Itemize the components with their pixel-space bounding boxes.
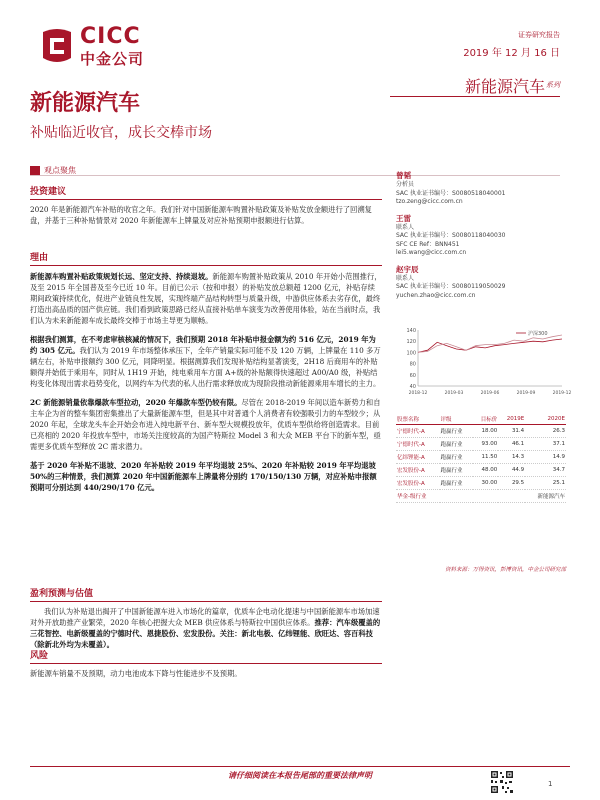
stock-name-cell[interactable]: 亿纬锂能-A	[396, 451, 440, 464]
y-tick-label: 60	[409, 372, 416, 379]
body-text: 我们认为补贴退出揭开了中国新能源车进入市场化的篇章，优质车企电动化提速与中国新能源车市场加速对外开放助推产业繁荣，2020 年核心把握大众 MEB 供应体系与特斯拉中国供应体系。	[30, 607, 380, 627]
section-rule	[30, 199, 382, 200]
column-header: 2019E	[498, 414, 525, 425]
stock-table	[396, 414, 566, 503]
analyst-panel	[396, 170, 566, 300]
y-tick-label: 140	[406, 328, 416, 334]
section-invest	[30, 184, 382, 226]
table-cell: 93.00	[473, 438, 499, 451]
index-line-chart	[396, 324, 572, 404]
legend-label: 沪深300	[528, 331, 548, 337]
analyst-line: SAC 执业证书编号：S0080119050029	[396, 283, 506, 290]
x-tick-label: 2019-06	[480, 391, 500, 396]
x-tick-label: 2019-03	[444, 391, 464, 396]
section-risk	[30, 648, 382, 679]
table-row	[396, 464, 566, 477]
analyst-line: SFC CE Ref：BNN451	[396, 240, 460, 248]
analyst-name: 王雷	[396, 213, 411, 223]
reason-paragraph-2	[30, 334, 382, 389]
logo-text-en: CICC	[80, 24, 141, 49]
table-cell	[440, 490, 473, 503]
analyst-role: 联系人	[396, 223, 415, 231]
table-cell: 25.1	[525, 477, 566, 490]
report-type: 证券研究报告	[518, 31, 560, 39]
table-cell: 新能源汽车	[525, 490, 566, 503]
table-cell: 跑赢行业	[440, 451, 473, 464]
series-title: 新能源汽车	[464, 77, 545, 96]
table-row	[396, 425, 566, 438]
logo-text-cn: 中金公司	[80, 50, 145, 68]
table-cell: 37.1	[525, 438, 566, 451]
table-cell: 48.00	[473, 464, 499, 477]
table-cell: 11.50	[473, 451, 499, 464]
page-subtitle: 补贴临近收官，成长交棒市场	[30, 125, 212, 141]
stock-name-cell[interactable]: 宏发股份-A	[396, 464, 440, 477]
series-suffix: 系列	[546, 81, 560, 89]
body-text: 我们认为 2019 年市场整体承压下，全年产销量实际可能不及 120 万辆，上牌量在 110 多万辆左右，补贴申报额约 300 亿元，同降明显。根据测算我们发现补贴结构显著演变，2H18 后商用车的补贴额得并始低于乘用车，同时从 1H19 开始，纯电乘用车方面 A+级的补贴额得快速超过 A00/A0 级，补贴结构变化体现出需求趋势变化，以网约车为代表的私人出行需求释放成为现阶段推动新能源乘用车增长的主力。	[30, 346, 381, 388]
table-row	[396, 490, 566, 503]
stock-name-cell[interactable]: 华金-级行业	[396, 490, 440, 503]
table-cell: 18.00	[473, 425, 499, 438]
bold-text: 推荐：汽车级覆盖的三花智控、电新级覆盖的宁德时代、恩捷股份、宏发股份。关注：新北电极、亿纬锂能、欣旺达、容百科技（除新北外均为未覆盖）。	[30, 618, 381, 649]
stock-name-cell[interactable]: 宁德时代-A	[396, 438, 440, 451]
stock-table-panel	[396, 414, 566, 573]
section-heading: 风险	[30, 651, 49, 661]
analyst-line: SAC 执业证书编号：S0080118040030	[396, 232, 506, 239]
x-tick-label: 2018-12	[408, 391, 428, 396]
analyst-name: 赵宇辰	[396, 264, 419, 274]
table-cell: 跑赢行业	[440, 464, 473, 477]
table-cell	[498, 490, 525, 503]
column-header: 目标价	[473, 414, 499, 425]
section-rule	[30, 265, 382, 266]
y-tick-label: 120	[406, 339, 416, 346]
column-header: 评级	[440, 414, 473, 425]
table-cell: 44.9	[498, 464, 525, 477]
tag-square-icon	[30, 166, 40, 176]
analyst-email[interactable]: tzo.zeng@cicc.com.cn	[396, 198, 463, 205]
analyst-line: SAC 执业证书编号：S0080518040001	[396, 189, 506, 197]
table-cell: 跑赢行业	[440, 425, 473, 438]
reason-paragraph-3	[30, 397, 382, 452]
body-text: 新能源车购置补贴政策从 2010 年开始小范围推行，及至 2015 年全国普及至今已近 10 年。目前已公示（按和申报）的补贴发放总额超 1200 亿元，补贴存续期间政策持续优化，促进产业链良性发展，实现终端产品结构转型与质量升级，中游供应体系去劣存优，最终打造出高品质的国产供应链。我们看到政策思路已经从直接补贴单车演变为改善使用体验，站在当前时点，我们认为未来新能源车成长最终交棒于市场主导更为顺畅。	[30, 272, 382, 325]
table-cell: 跑赢行业	[440, 438, 473, 451]
stock-name-cell[interactable]: 宏发股份-A	[396, 477, 440, 490]
table-cell: 26.3	[525, 425, 566, 438]
section-rule	[30, 601, 382, 602]
footer-rule	[30, 766, 570, 767]
stock-name-cell[interactable]: 宁德时代-A	[396, 425, 440, 438]
y-tick-label: 80	[409, 361, 416, 368]
analyst-email[interactable]: yuchen.zhao@cicc.com.cn	[396, 291, 476, 299]
legal-disclaimer[interactable]: 请仔细阅读在本报告尾部的重要法律声明	[228, 771, 372, 780]
table-cell: 30.00	[473, 477, 499, 490]
section-text: 2020 年是新能源汽车补贴的收官之年。我们针对中国新能源车购置补贴政策及补贴发放金额进行了回溯复盘，并基于三种补贴情景对 2020 年新能源车上牌量及对应补贴预期申报额进行估算。	[30, 205, 372, 225]
bold-lead: 2C 新能源销量依靠爆款车型拉动，2020 年爆款车型仍较有限。	[30, 398, 242, 407]
body-text: 尽管在 2018-2019 年间以造车新势力和自主车企为首的整车集团密集推出了大量新能源车型，但是其中对普通个人消费者有较强吸引力的车型较少；从 2020 年起，全球龙头车企开始会布进入纯电新平台、新车型大规模投放年，优质车型供给将创造需求。目前已亮相的 2020 年投放车型中，市场关注度较高的为国产特斯拉 Model 3 和大众 MEB 平台下的新车型，亟需更多优质车型释放 2C 需求潜力。	[30, 398, 381, 451]
x-tick-label: 2019-09	[516, 391, 536, 396]
series-line	[418, 335, 562, 352]
table-cell: 14.9	[525, 451, 566, 464]
company-logo	[40, 24, 170, 68]
section-text	[30, 606, 382, 650]
bold-lead: 根据我们测算，在不考虑审核核减的情况下，我们预期 2018 年补贴申报金额为约 516 亿元，2019 年为约 305 亿元。	[30, 335, 376, 355]
analyst-name: 曾韬	[396, 171, 411, 180]
column-header: 股票名称	[396, 414, 440, 425]
section-heading: 盈利预测与估值	[30, 589, 94, 599]
table-cell: 31.4	[498, 425, 525, 438]
reason-paragraph-1	[30, 271, 382, 326]
header-rule	[390, 96, 560, 97]
section-reason	[30, 250, 382, 493]
table-cell: 29.5	[498, 477, 525, 490]
report-date: 2019 年 12 月 16 日	[463, 48, 560, 59]
section-heading: 理由	[30, 253, 49, 263]
analyst-role: 联系人	[396, 274, 415, 282]
page-number: 1	[548, 780, 553, 788]
table-cell: 14.3	[498, 451, 525, 464]
table-cell: 34.7	[525, 464, 566, 477]
section-rule	[30, 663, 382, 664]
table-row	[396, 451, 566, 464]
series-line	[418, 339, 562, 352]
analyst-role: 分析员	[396, 181, 415, 188]
tag-label: 观点聚焦	[44, 166, 76, 175]
y-tick-label: 100	[406, 350, 416, 357]
table-source: 资料来源：万得资讯，彭博资讯，中金公司研究部	[444, 567, 566, 573]
section-heading: 投资建议	[30, 187, 67, 197]
table-cell	[473, 490, 499, 503]
x-tick-label: 2019-12	[552, 391, 572, 396]
page-title: 新能源汽车	[30, 91, 141, 116]
column-header: 2020E	[525, 414, 566, 425]
cicc-logo-icon	[40, 28, 74, 64]
reason-paragraph-4	[30, 460, 382, 493]
bold-lead: 新能源车购置补贴政策规划长远、坚定支持、持续退坡。	[30, 272, 213, 281]
section-profit	[30, 586, 382, 650]
y-tick-label: 40	[409, 384, 416, 390]
table-header-row	[396, 414, 566, 425]
table-row	[396, 438, 566, 451]
section-text: 新能源车销量不及预期，动力电池成本下降与性能进步不及预期。	[30, 669, 242, 678]
bold-lead: 基于 2020 年补贴不退坡、2020 年补贴较 2019 年平均退坡 25%、2020 年补贴较 2019 年平均退坡 50%的三种情景，我们测算 2020 年中国新能源车上牌量将分别约 170/150/130 万辆，对应补贴申报额预期可分别达到 440/290/170 亿元。	[30, 461, 377, 492]
table-cell: 跑赢行业	[440, 477, 473, 490]
report-tag	[30, 160, 76, 179]
qr-code-icon	[490, 770, 514, 794]
table-row	[396, 477, 566, 490]
analyst-email[interactable]: lei5.wang@cicc.com.cn	[396, 249, 467, 256]
table-cell: 46.1	[498, 438, 525, 451]
